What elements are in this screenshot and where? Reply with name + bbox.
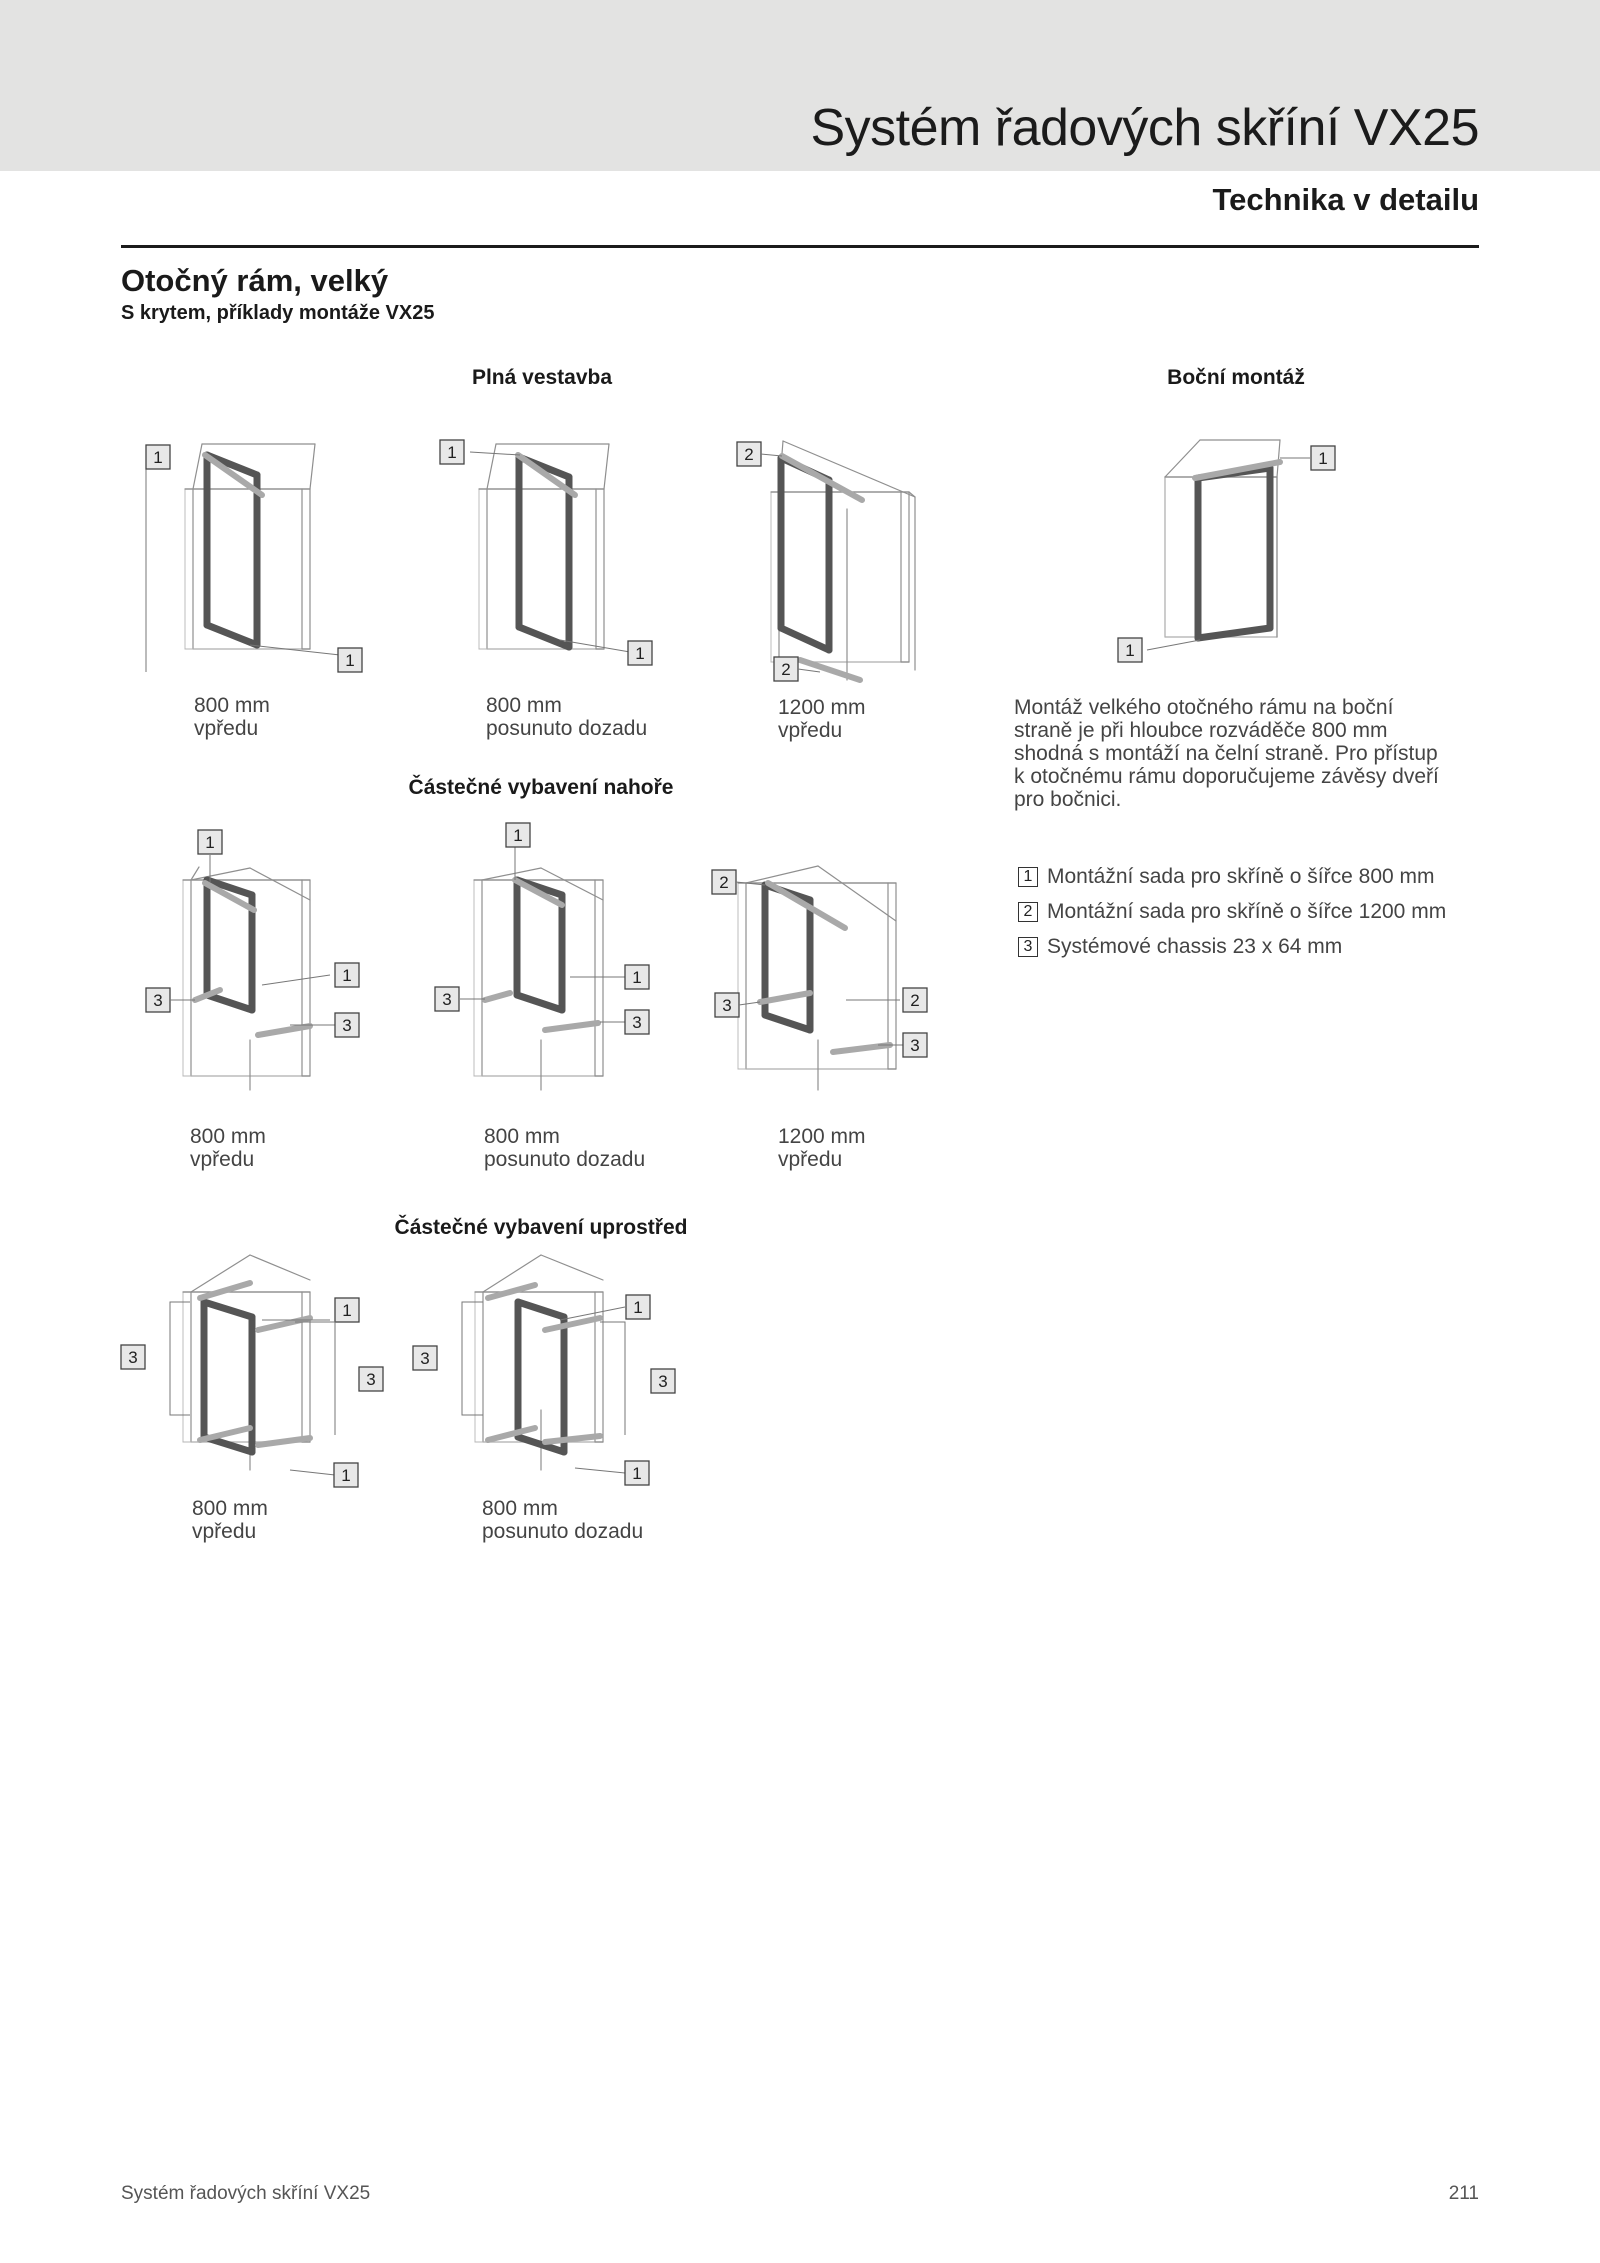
leader-line <box>600 1322 625 1435</box>
callout-number: 3 <box>128 1348 138 1367</box>
swing-frame-rail <box>519 627 569 647</box>
caption-full-2 <box>486 694 647 740</box>
leader-line <box>470 452 520 455</box>
page-number: 211 <box>1448 2183 1479 2204</box>
legend-number-box: 2 <box>1018 902 1038 922</box>
callout-number: 3 <box>722 996 732 1015</box>
legend-item <box>1018 859 1446 894</box>
group-heading-top: Částečné vybavení nahoře <box>408 776 674 799</box>
desc-line: k otočnému rámu doporučujeme závěsy dveří <box>1014 765 1439 788</box>
mounting-rail <box>258 1438 310 1445</box>
callout-number: 2 <box>744 445 754 464</box>
leader-line <box>250 645 340 655</box>
group-heading-side: Boční montáž <box>1167 366 1305 389</box>
leader-line <box>739 1002 760 1005</box>
cabinet-edge <box>482 868 541 880</box>
mounting-rail <box>200 1283 250 1298</box>
legend-text: Montážní sada pro skříně o šířce 1200 mm <box>1047 899 1447 923</box>
callout-number: 3 <box>658 1372 668 1391</box>
leader-line <box>761 454 782 456</box>
caption-full-3 <box>778 696 866 742</box>
caption-line: posunuto dozadu <box>486 717 648 740</box>
cabinet-edge <box>487 444 496 489</box>
document-title: Systém řadových skříní VX25 <box>810 99 1479 157</box>
callout-number: 2 <box>781 660 791 679</box>
side-mount-description <box>1014 696 1454 811</box>
mounting-rail <box>545 1318 600 1330</box>
caption-line: 800 mm <box>484 1125 560 1148</box>
swing-frame-rail <box>207 995 252 1010</box>
caption-line: vpředu <box>190 1148 255 1171</box>
mounting-rail <box>485 993 510 1000</box>
callout-number: 2 <box>719 873 729 892</box>
caption-line: posunuto dozadu <box>482 1520 644 1543</box>
callout-number: 1 <box>632 968 642 987</box>
cabinet-edge <box>746 866 818 883</box>
desc-line: pro bočnici. <box>1014 788 1122 811</box>
legend-text: Systémové chassis 23 x 64 mm <box>1047 934 1343 958</box>
cabinet-edge <box>1165 440 1200 477</box>
callout-number: 1 <box>345 651 355 670</box>
leader-line <box>295 1322 335 1435</box>
callout-number: 3 <box>632 1013 642 1032</box>
legend-item <box>1018 894 1446 929</box>
callout-number: 3 <box>442 990 452 1009</box>
desc-line: straně je při hloubce rozváděče 800 mm <box>1014 719 1388 742</box>
caption-full-1 <box>194 694 270 740</box>
swing-frame-rail <box>518 1302 564 1317</box>
callout-number: 1 <box>205 833 215 852</box>
leader-line <box>146 457 170 672</box>
cabinet-edge <box>250 868 310 900</box>
caption-line: 800 mm <box>194 694 270 717</box>
caption-line: vpředu <box>778 1148 843 1171</box>
callout-number: 3 <box>910 1036 920 1055</box>
callout-number: 3 <box>420 1349 430 1368</box>
cabinet-edge <box>310 444 315 489</box>
callout-number: 3 <box>366 1370 376 1389</box>
caption-line: 800 mm <box>190 1125 266 1148</box>
caption-line: vpředu <box>194 717 259 740</box>
leader-line <box>462 1302 483 1415</box>
desc-line: shodná s montáží na čelní straně. Pro přístup <box>1014 742 1438 765</box>
caption-line: 1200 mm <box>778 696 866 719</box>
desc-line: Montáž velkého otočného rámu na boční <box>1014 696 1394 719</box>
section-title: Otočný rám, velký <box>121 263 389 298</box>
callout-number: 1 <box>633 1298 643 1317</box>
caption-top-2 <box>484 1125 645 1171</box>
legend <box>1018 859 1446 964</box>
swing-frame-rail <box>204 1302 252 1317</box>
caption-line: posunuto dozadu <box>484 1148 646 1171</box>
mounting-rail <box>545 1023 598 1030</box>
group-heading-full: Plná vestavba <box>471 366 613 389</box>
callout-number: 1 <box>1318 449 1328 468</box>
mounting-rail <box>833 1045 890 1052</box>
mounting-rail <box>545 1436 600 1442</box>
group-heading-middle: Částečné vybavení uprostřed <box>394 1216 688 1239</box>
caption-line: vpředu <box>192 1520 257 1543</box>
callout-number: 1 <box>632 1464 642 1483</box>
swing-frame-rail <box>765 1015 810 1030</box>
leader-line <box>575 1468 625 1473</box>
legend-number-box: 1 <box>1018 867 1038 887</box>
callout-number: 3 <box>153 991 163 1010</box>
callout-number: 1 <box>342 1301 352 1320</box>
cabinet-edge <box>541 1255 603 1280</box>
callout-number: 3 <box>342 1016 352 1035</box>
leader-line <box>1147 640 1200 650</box>
cabinet-edge <box>1277 440 1280 477</box>
callout-number: 1 <box>635 644 645 663</box>
caption-line: 1200 mm <box>778 1125 866 1148</box>
section-subtitle: S krytem, příklady montáže VX25 <box>121 302 435 324</box>
caption-line: vpředu <box>778 719 843 742</box>
callout-number: 1 <box>447 443 457 462</box>
cabinet-edge <box>604 444 609 489</box>
swing-frame-rail <box>781 628 829 650</box>
legend-number-box: 3 <box>1018 937 1038 957</box>
cabinet-edge <box>541 868 603 900</box>
callout-number: 1 <box>342 966 352 985</box>
document-subtitle: Technika v detailu <box>1212 182 1479 217</box>
legend-text: Montážní sada pro skříně o šířce 800 mm <box>1047 864 1435 888</box>
swing-frame-rail <box>207 625 257 645</box>
callout-number: 2 <box>910 991 920 1010</box>
leader-line <box>290 1470 335 1475</box>
caption-line: 800 mm <box>482 1497 558 1520</box>
leader-line <box>798 669 820 672</box>
callout-number: 1 <box>1125 641 1135 660</box>
cabinet-edge <box>191 868 250 880</box>
callout-number: 1 <box>153 448 163 467</box>
caption-top-1 <box>190 1125 266 1171</box>
legend-item <box>1018 929 1446 964</box>
footer-title: Systém řadových skříní VX25 <box>121 2183 371 2204</box>
cabinet-edge <box>818 866 896 921</box>
caption-line: 800 mm <box>192 1497 268 1520</box>
leader-line <box>170 1302 190 1415</box>
mounting-rail <box>782 456 862 500</box>
callout-number: 1 <box>341 1466 351 1485</box>
caption-mid-2 <box>482 1497 643 1543</box>
caption-line: 800 mm <box>486 694 562 717</box>
swing-frame-rail <box>517 995 562 1010</box>
caption-mid-1 <box>192 1497 268 1543</box>
caption-top-3 <box>778 1125 866 1171</box>
cabinet-edge <box>250 1255 310 1280</box>
cabinet-edge <box>193 444 202 489</box>
leader-line <box>262 975 330 985</box>
callout-number: 1 <box>513 826 523 845</box>
